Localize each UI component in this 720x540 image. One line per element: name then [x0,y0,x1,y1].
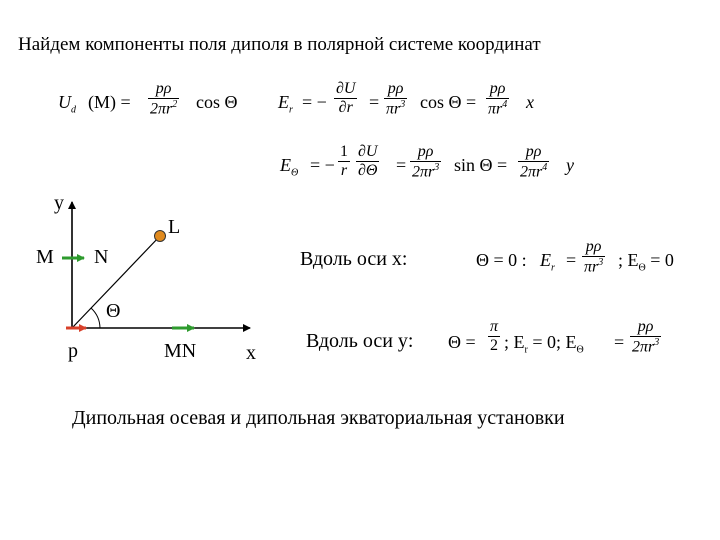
axis-x-label: x [246,342,256,364]
angle-arc [91,308,100,328]
formula-etheta-fraction1: pρ $2\pi r^3$ [412,143,440,181]
formula-etheta-fraction2: pρ $2\pi r^4$ [520,143,548,181]
formula-ud-tail: cos Θ [196,92,238,112]
formula-er-fraction1: pρ $\pi r^3$ [386,80,406,118]
formula-er-lhs: $E_r$ [278,92,293,116]
formula-along-x-eq: = [566,250,577,270]
formula-along-x-tail: ; $E_\Theta = 0$ [618,250,674,274]
formula-along-x-e: $E_r$ [540,250,555,274]
formula-er-eq1: = − [302,92,327,112]
formula-er-tail2: x [526,92,534,112]
along-x-label: Вдоль оси x: [300,248,408,270]
formula-ud-arg: (M) = [88,92,131,112]
formula-along-x-lhs: Θ = 0 : [476,250,527,270]
point-l-dot [155,231,166,242]
point-l-label: L [168,216,181,238]
formula-along-x-fraction: pρ $\pi r^3$ [584,238,604,276]
formula-etheta-derivative: ∂U ∂Θ [358,143,378,179]
point-p-label: p [68,340,78,362]
point-n-label: N [94,246,109,268]
angle-theta-label: Θ [106,300,121,322]
point-mn-label: MN [164,340,197,362]
slide-caption: Дипольная осевая и дипольная экваториальная установки [72,407,565,429]
formula-along-y-mid: ; $E_r = 0$; $E_\Theta$ [504,332,584,356]
formula-er-tail1: cos Θ = [420,92,477,112]
formula-er-derivative: ∂U ∂r [336,80,356,116]
formula-etheta-eq2: = [396,155,407,175]
point-m-label: M [36,246,54,268]
formula-along-y-eq: = [614,332,625,352]
formula-etheta-lhs: $E_\Theta$ [280,155,299,179]
axis-y-label: y [54,192,64,214]
formula-along-y-fraction: pρ $2\pi r^3$ [632,318,660,356]
formula-etheta-eq1: = − [310,155,335,175]
formula-along-y-lhs: Θ = [448,332,476,352]
formula-ud-fraction: pρ $2\pi r^2$ [150,80,178,118]
formula-along-y-theta-fraction: π 2 [490,318,499,354]
formula-etheta-tail2: y [566,155,574,175]
formula-er-fraction2: pρ $\pi r^4$ [488,80,508,118]
formula-etheta-tail1: sin Θ = [454,155,508,175]
along-y-label: Вдоль оси y: [306,330,414,352]
formula-etheta-coef: 1 r [340,143,348,179]
formula-ud-lhs: $U_d$ [58,92,76,116]
formula-er-eq2: = [369,92,380,112]
slide-title: Найдем компоненты поля диполя в полярной системе координат [18,34,541,55]
